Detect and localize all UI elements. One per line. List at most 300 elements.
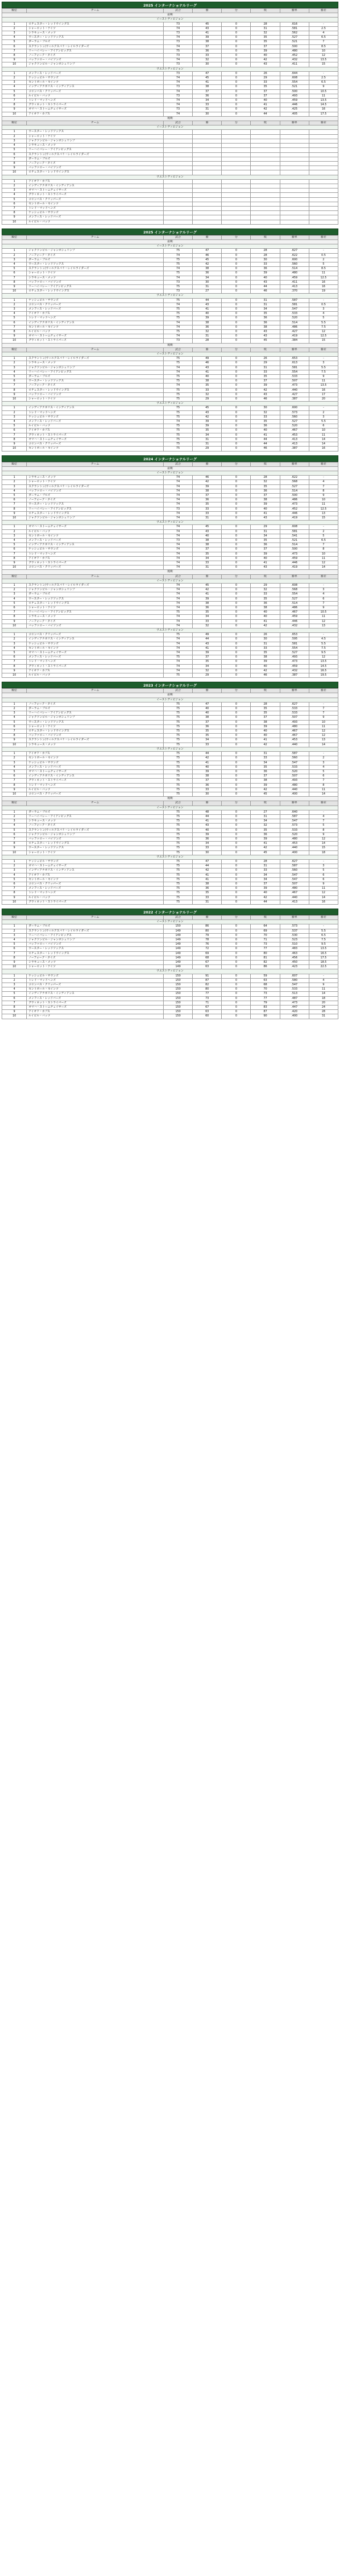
cell-draws: 0 [222, 330, 251, 334]
cell-gb: 31 [309, 1014, 338, 1019]
team-row [2, 81, 338, 85]
cell-team: ノーフォーク・タイズ [27, 619, 164, 624]
cell-team: バッファロー・バイソンズ [27, 734, 164, 738]
column-header-losses: 敗 [251, 235, 280, 239]
cell-pct: .473 [280, 552, 309, 556]
half-label: 後期 [2, 797, 338, 801]
cell-gb: 12.5 [309, 334, 338, 339]
cell-losses [251, 166, 280, 170]
cell-team: スクラントン/ウィルクスバリ・レイルライダーズ [27, 152, 164, 157]
cell-losses: 33 [251, 370, 280, 374]
cell-team: シャーロット・ナイツ [27, 134, 164, 139]
cell-wins: 34 [193, 276, 222, 280]
cell-wins: 33 [193, 388, 222, 392]
cell-team: シラキュース・メッツ [27, 31, 164, 36]
cell-rank: 4 [2, 420, 27, 424]
cell-pct: .473 [280, 1001, 309, 1005]
cell-wins [193, 166, 222, 170]
cell-draws: 0 [222, 869, 251, 873]
cell-rank: 4 [2, 597, 27, 601]
cell-team: ウースター・レッドソックス [27, 597, 164, 601]
cell-team: リーハイバレー・アイアンピッグス [27, 49, 164, 53]
cell-wins: 45 [193, 525, 222, 529]
cell-losses [251, 134, 280, 139]
cell-losses: 35 [251, 538, 280, 542]
column-header-pct: 勝率 [280, 121, 309, 125]
half-label-row [2, 693, 338, 698]
cell-gb: 2.5 [309, 26, 338, 31]
cell-draws: 0 [222, 498, 251, 502]
cell-wins: 40 [193, 707, 222, 711]
cell-gb [309, 189, 338, 193]
cell-draws: 0 [222, 887, 251, 891]
cell-draws: 0 [222, 484, 251, 489]
cell-draws: 0 [222, 974, 251, 978]
cell-team: トレド・マッドヘンズ [27, 316, 164, 321]
column-header-pct: 勝率 [280, 462, 309, 466]
team-row [2, 707, 338, 711]
cell-pct [280, 189, 309, 193]
team-row [2, 193, 338, 197]
cell-wins [193, 161, 222, 165]
division-name: ウエストディビジョン [2, 175, 338, 179]
cell-rank: 6 [2, 774, 27, 779]
cell-draws: 0 [222, 94, 251, 98]
cell-draws: 0 [222, 107, 251, 112]
column-header-losses: 敗 [251, 462, 280, 466]
cell-pct: .527 [280, 597, 309, 601]
cell-wins: 67 [193, 1006, 222, 1010]
cell-gb: 3 [309, 761, 338, 765]
cell-draws [222, 206, 251, 210]
cell-wins: 47 [193, 859, 222, 864]
cell-rank: 3 [2, 983, 27, 987]
cell-draws: 0 [222, 711, 251, 716]
team-row [2, 624, 338, 628]
cell-pct: .527 [280, 420, 309, 424]
team-row [2, 202, 338, 206]
cell-team: トレド・マッドヘンズ [27, 978, 164, 983]
cell-games: 74 [164, 583, 193, 587]
cell-pct: .453 [280, 842, 309, 846]
cell-team: ダーラム・ブルズ [27, 258, 164, 262]
cell-team: インディアナポリス・インディアンス [27, 85, 164, 89]
cell-gb: 16.5 [309, 951, 338, 956]
column-header-pct: 勝率 [280, 9, 309, 13]
column-header-wins: 勝 [193, 462, 222, 466]
column-header-games: 試合 [164, 801, 193, 806]
cell-rank: 6 [2, 832, 27, 837]
team-row [2, 26, 338, 31]
cell-pct: .533 [280, 765, 309, 769]
cell-draws [222, 139, 251, 143]
team-row [2, 1006, 338, 1010]
cell-games [164, 157, 193, 161]
column-header-gb: 勝差 [309, 9, 338, 13]
cell-rank: 4 [2, 873, 27, 877]
cell-gb: 12 [309, 891, 338, 895]
standings-table [2, 688, 338, 905]
half-label-row [2, 116, 338, 121]
cell-games: 75 [164, 738, 193, 742]
cell-gb: 8 [309, 489, 338, 493]
cell-wins: 33 [193, 895, 222, 900]
cell-losses: 30 [251, 258, 280, 262]
half-label: 前期 [2, 693, 338, 698]
team-row [2, 547, 338, 552]
cell-rank: 8 [2, 437, 27, 442]
cell-games: 149 [164, 933, 193, 938]
season-title: 2022 インターナショナルリーグ [2, 909, 338, 915]
cell-rank: 7 [2, 433, 27, 437]
cell-gb: 19 [309, 289, 338, 294]
cell-gb: 7 [309, 601, 338, 606]
cell-games: 75 [164, 832, 193, 837]
cell-games [164, 170, 193, 175]
cell-losses: 31 [251, 642, 280, 646]
cell-gb: - [309, 859, 338, 864]
cell-draws: 0 [222, 895, 251, 900]
cell-pct: .554 [280, 370, 309, 374]
cell-team: セントポール・セインツ [27, 987, 164, 992]
team-row [2, 543, 338, 547]
cell-rank: 8 [2, 54, 27, 58]
cell-wins: 29 [193, 673, 222, 678]
team-row [2, 938, 338, 943]
cell-rank: 10 [2, 850, 27, 855]
cell-wins [193, 130, 222, 134]
column-header-wins: 勝 [193, 574, 222, 579]
cell-games: 73 [164, 107, 193, 112]
cell-gb: 6.5 [309, 933, 338, 938]
column-header-losses: 敗 [251, 574, 280, 579]
cell-draws: 0 [222, 249, 251, 253]
cell-draws: 0 [222, 724, 251, 729]
cell-losses: 86 [251, 965, 280, 969]
cell-team: シラキュース・メッツ [27, 819, 164, 824]
cell-games: 150 [164, 983, 193, 987]
cell-losses: 59 [251, 974, 280, 978]
team-row [2, 887, 338, 891]
cell-games: 75 [164, 702, 193, 706]
cell-losses: 37 [251, 379, 280, 384]
cell-losses: 77 [251, 947, 280, 951]
cell-draws [222, 189, 251, 193]
cell-games: 75 [164, 633, 193, 637]
cell-pct: .520 [280, 832, 309, 837]
cell-games: 75 [164, 610, 193, 615]
cell-games: 75 [164, 752, 193, 756]
cell-rank: 2 [2, 184, 27, 188]
team-row [2, 943, 338, 947]
cell-draws: 0 [222, 489, 251, 493]
cell-pct [280, 144, 309, 148]
cell-games: 149 [164, 965, 193, 969]
cell-gb: 7 [309, 40, 338, 44]
cell-losses: 42 [251, 388, 280, 392]
cell-losses: 36 [251, 489, 280, 493]
team-row [2, 837, 338, 841]
cell-team: オマハ・ストームチェイサーズ [27, 107, 164, 112]
cell-team: セントポール・セインツ [27, 325, 164, 329]
cell-games: 74 [164, 58, 193, 62]
cell-draws: 0 [222, 276, 251, 280]
standings-table [2, 8, 338, 225]
division-name: ウエストディビジョン [2, 294, 338, 298]
column-header-rank: 順位 [2, 347, 27, 352]
cell-gb: 6 [309, 597, 338, 601]
cell-losses: 43 [251, 566, 280, 570]
cell-pct [280, 220, 309, 224]
cell-wins: 41 [193, 370, 222, 374]
cell-wins: 41 [193, 81, 222, 85]
cell-gb: 4 [309, 592, 338, 597]
cell-gb: 9 [309, 882, 338, 886]
cell-games: 74 [164, 112, 193, 116]
cell-pct: .587 [280, 864, 309, 869]
cell-losses: 42 [251, 787, 280, 792]
team-row [2, 738, 338, 742]
season-title: 2025 インターナショナルリーグ [2, 2, 338, 8]
team-row [2, 961, 338, 965]
cell-team: ジャクソンビル・ジャンボシュリンプ [27, 62, 164, 67]
cell-wins: 36 [193, 606, 222, 610]
cell-gb: 6.5 [309, 81, 338, 85]
cell-games: 74 [164, 592, 193, 597]
column-header-gb: 勝差 [309, 916, 338, 920]
cell-pct: .500 [280, 89, 309, 94]
cell-wins: 42 [193, 588, 222, 592]
cell-pct: .432 [280, 669, 309, 673]
cell-wins: 35 [193, 429, 222, 433]
cell-team: ダーラム・ブルズ [27, 924, 164, 929]
cell-wins: 40 [193, 375, 222, 379]
team-row [2, 493, 338, 498]
cell-pct: .440 [280, 895, 309, 900]
cell-gb: 12.5 [309, 507, 338, 511]
cell-losses: 44 [251, 900, 280, 904]
team-row [2, 947, 338, 951]
column-header-team: チーム [27, 801, 164, 806]
cell-team: コロンバス・クリッパーズ [27, 302, 164, 307]
cell-wins: 38 [193, 882, 222, 886]
team-row [2, 76, 338, 81]
cell-gb: - [309, 810, 338, 814]
cell-games: 74 [164, 276, 193, 280]
cell-gb: 14 [309, 442, 338, 447]
cell-team: スクラントン/ウィルクスバリ・レイルライダーズ [27, 357, 164, 361]
cell-games: 74 [164, 552, 193, 556]
team-row [2, 651, 338, 655]
cell-team: セントポール・セインツ [27, 756, 164, 761]
cell-pct: .413 [280, 284, 309, 289]
cell-games: 149 [164, 951, 193, 956]
team-row [2, 864, 338, 869]
column-header-row [2, 574, 338, 579]
team-row [2, 361, 338, 365]
column-header-team: チーム [27, 574, 164, 579]
cell-team: ルイビル・バッツ [27, 424, 164, 429]
team-row [2, 406, 338, 410]
column-header-pct: 勝率 [280, 689, 309, 693]
cell-wins: 33 [193, 742, 222, 747]
cell-gb: 6 [309, 774, 338, 779]
cell-losses: 38 [251, 606, 280, 610]
team-row [2, 1014, 338, 1019]
half-label: 前期 [2, 466, 338, 471]
cell-pct: .514 [280, 267, 309, 271]
cell-rank: 4 [2, 193, 27, 197]
cell-gb: 9 [309, 832, 338, 837]
team-row [2, 511, 338, 516]
cell-pct: .533 [280, 711, 309, 716]
cell-draws [222, 148, 251, 152]
cell-team: ノーフォーク・タイズ [27, 498, 164, 502]
cell-draws: 0 [222, 828, 251, 832]
cell-team: リーハイバレー・アイアンピッグス [27, 814, 164, 819]
cell-games: 74 [164, 516, 193, 520]
cell-rank: 4 [2, 765, 27, 769]
cell-team: バッファロー・バイソンズ [27, 280, 164, 284]
team-row [2, 107, 338, 112]
cell-draws: 0 [222, 561, 251, 565]
cell-wins: 72 [193, 947, 222, 951]
team-row [2, 424, 338, 429]
cell-pct: .486 [280, 498, 309, 502]
cell-rank: 3 [2, 307, 27, 312]
cell-wins: 32 [193, 669, 222, 673]
team-row [2, 206, 338, 210]
team-row [2, 742, 338, 747]
cell-pct: .533 [280, 312, 309, 316]
cell-rank: 4 [2, 489, 27, 493]
cell-draws: 0 [222, 900, 251, 904]
cell-wins [193, 157, 222, 161]
column-header-gb: 勝差 [309, 574, 338, 579]
cell-draws: 0 [222, 325, 251, 329]
cell-team: バッファロー・バイソンズ [27, 489, 164, 493]
cell-draws: 0 [222, 384, 251, 388]
cell-draws: 0 [222, 284, 251, 289]
cell-rank: 4 [2, 370, 27, 374]
cell-games: 75 [164, 249, 193, 253]
column-header-games: 試合 [164, 121, 193, 125]
cell-losses: 45 [251, 850, 280, 855]
cell-rank: 9 [2, 107, 27, 112]
cell-losses: 34 [251, 877, 280, 882]
cell-games: 75 [164, 375, 193, 379]
cell-games: 73 [164, 280, 193, 284]
cell-rank: 6 [2, 724, 27, 729]
cell-team: シャーロット・ナイツ [27, 397, 164, 402]
cell-losses: 26 [251, 71, 280, 76]
cell-losses [251, 161, 280, 165]
cell-draws: 0 [222, 702, 251, 706]
column-header-draws: 分 [222, 801, 251, 806]
cell-games [164, 206, 193, 210]
cell-losses: 43 [251, 330, 280, 334]
cell-rank: 10 [2, 112, 27, 116]
team-row [2, 276, 338, 280]
cell-gb: - [309, 71, 338, 76]
cell-rank: 7 [2, 1001, 27, 1005]
cell-wins: 35 [193, 610, 222, 615]
cell-games: 75 [164, 298, 193, 302]
column-header-games: 試合 [164, 462, 193, 466]
season-title: 2025 インターナショナルリーグ [2, 229, 338, 235]
cell-wins: 39 [193, 420, 222, 424]
cell-games: 74 [164, 601, 193, 606]
cell-losses: 35 [251, 711, 280, 716]
half-label-row [2, 797, 338, 801]
cell-pct: .521 [280, 538, 309, 542]
cell-wins: 41 [193, 646, 222, 650]
cell-wins: 31 [193, 437, 222, 442]
team-row [2, 965, 338, 969]
cell-draws: 0 [222, 321, 251, 325]
cell-team: シラキュース・メッツ [27, 476, 164, 480]
cell-games: 74 [164, 384, 193, 388]
cell-games [164, 202, 193, 206]
cell-gb: 0.5 [309, 302, 338, 307]
cell-pct: .493 [280, 94, 309, 98]
cell-gb: - [309, 249, 338, 253]
cell-rank: 10 [2, 566, 27, 570]
cell-rank: 8 [2, 1006, 27, 1010]
cell-losses: 36 [251, 601, 280, 606]
cell-rank: 3 [2, 592, 27, 597]
cell-draws: 0 [222, 610, 251, 615]
cell-losses: 37 [251, 89, 280, 94]
cell-draws: 0 [222, 882, 251, 886]
cell-pct: .541 [280, 534, 309, 538]
cell-pct: .473 [280, 660, 309, 664]
cell-games: 74 [164, 651, 193, 655]
cell-games [164, 179, 193, 184]
cell-gb: 5 [309, 769, 338, 774]
cell-rank: 9 [2, 961, 27, 965]
cell-draws: 0 [222, 442, 251, 447]
cell-gb: 10 [309, 49, 338, 53]
team-row [2, 392, 338, 397]
cell-gb: 13 [309, 738, 338, 742]
cell-wins: 45 [193, 258, 222, 262]
cell-team: アイオワ・カブス [27, 1010, 164, 1014]
cell-wins [193, 134, 222, 139]
cell-games: 75 [164, 388, 193, 392]
cell-gb: 13 [309, 624, 338, 628]
cell-losses: 32 [251, 824, 280, 828]
cell-losses: 36 [251, 832, 280, 837]
cell-rank: 10 [2, 62, 27, 67]
cell-losses: 28 [251, 702, 280, 706]
cell-draws: 0 [222, 933, 251, 938]
column-header-wins: 勝 [193, 347, 222, 352]
cell-pct [280, 139, 309, 143]
cell-pct: .562 [280, 31, 309, 36]
cell-losses: 39 [251, 502, 280, 507]
cell-games: 75 [164, 887, 193, 891]
cell-gb: 8 [309, 828, 338, 832]
cell-wins: 77 [193, 992, 222, 996]
cell-team: ダーラム・ブルズ [27, 157, 164, 161]
cell-team: ジャクソンビル・ジャンボシュリンプ [27, 938, 164, 943]
team-row [2, 1001, 338, 1005]
team-row [2, 370, 338, 374]
cell-team: ノーフォーク・タイズ [27, 702, 164, 706]
division-name: ウエストディビジョン [2, 855, 338, 859]
cell-pct: .537 [280, 929, 309, 933]
